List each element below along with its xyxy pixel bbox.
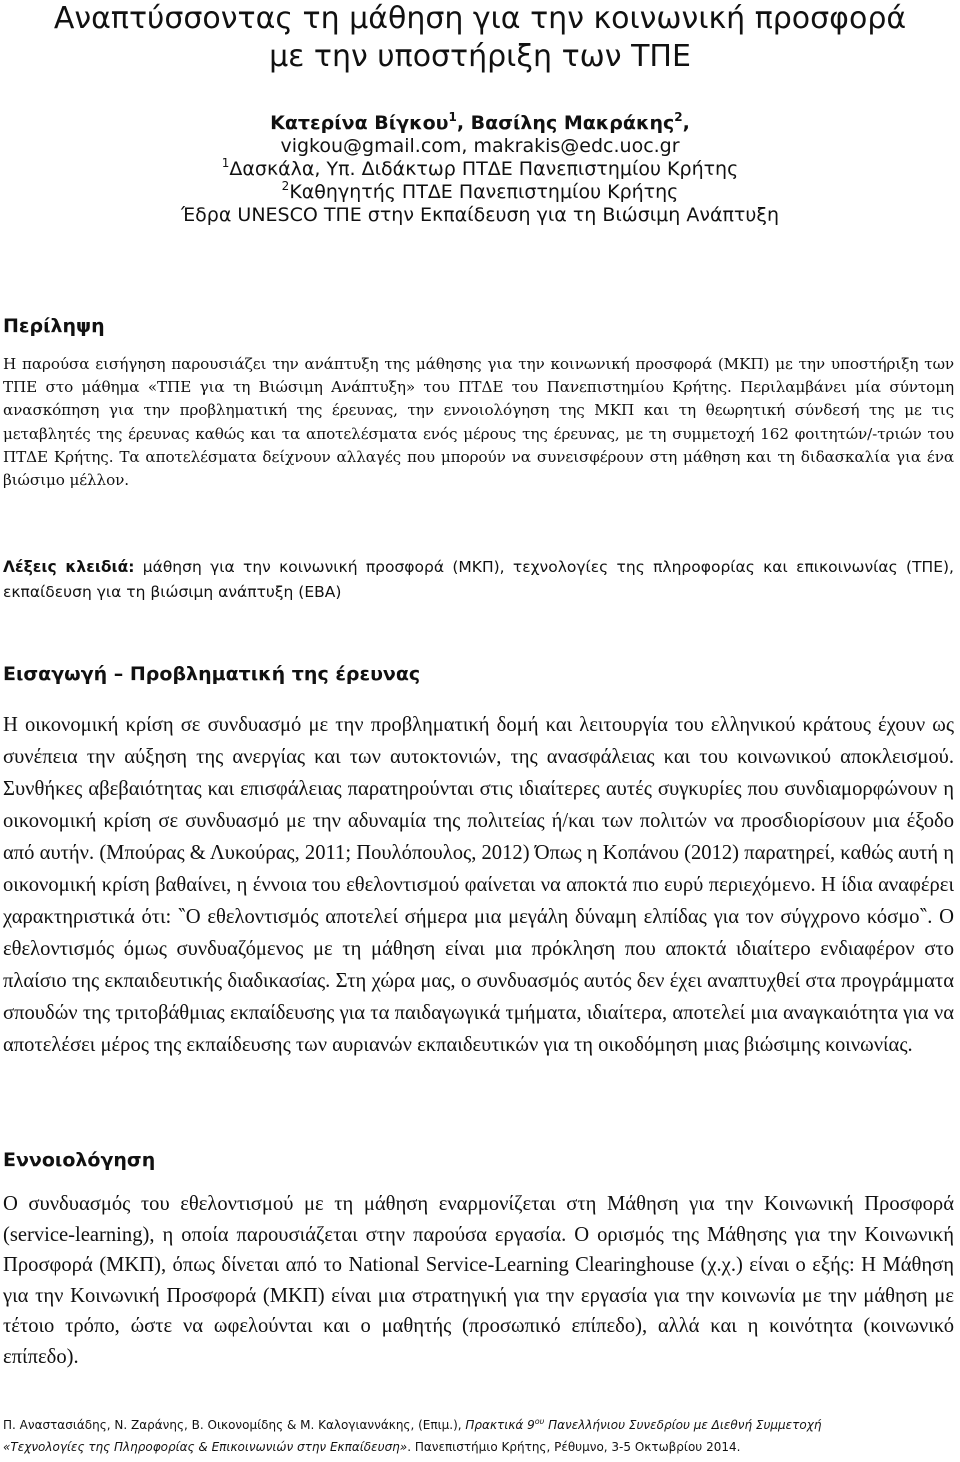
author-2-affiliation-mark: 2 [674, 110, 683, 124]
author-2-suffix: , [682, 112, 690, 134]
author-separator: , [456, 112, 471, 134]
affiliation-1-mark: 1 [221, 156, 230, 170]
keywords-paragraph [3, 555, 954, 605]
page-footer [3, 1414, 954, 1458]
conceptualization-text: Ο συνδυασμός του εθελοντισμού με τη μάθηση εναρμονίζεται στη Μάθηση για την Κοινωνική Προσφορά (service-learning), η οποία παρουσιάζεται στην παρούσα εργασία. Ο ορισμός της Μάθησης για την Κοινωνική Προσφορά (ΜΚΠ), όπως δίνεται από το National Service-Learning Clearinghouse (χ.χ.) είναι ο εξής: Η Μάθηση για την Κοινωνική Προσφορά (ΜΚΠ) είναι μια στρατηγική για την εργασία για την κοινωνία με την μάθηση με τέτοιο τρόπο, ώστε να ωφελούνται και ο μαθητής (προσωπικό επίπεδο), αλλά και η κοινότητα (κοινωνικό επίπεδο). [3, 1193, 954, 1368]
affiliation-3: Έδρα UNESCO ΤΠΕ στην Εκπαίδευση για τη Βιώσιμη Ανάπτυξη [180, 204, 779, 226]
paper-title [0, 0, 960, 76]
paper-title-line-2: με την υποστήριξη των ΤΠΕ [269, 39, 691, 74]
keywords-text: μάθηση για την κοινωνική προσφορά (ΜΚΠ), τεχνολογίες της πληροφορίας και επικοινωνίας (ΤΠΕ), εκπαίδευση για τη βιώσιμη ανάπτυξη (ΕΒΑ) [3, 558, 954, 601]
affiliation-2-text: Καθηγητής ΠΤΔΕ Πανεπιστημίου Κρήτης [289, 181, 679, 203]
affiliation-1 [0, 158, 960, 181]
author-emails: vigkou@gmail.com, makrakis@edc.uoc.gr [280, 135, 680, 157]
footer-line-1 [3, 1414, 954, 1436]
conceptualization-heading: Εννοιολόγηση [3, 1149, 156, 1171]
paper-title-line-1: Αναπτύσσοντας τη μάθηση για την κοινωνική προσφορά [53, 1, 907, 36]
author-2-name: Βασίλης Μακράκης [470, 112, 675, 134]
affiliation-2-mark: 2 [281, 179, 290, 193]
author-1-affiliation-mark: 1 [448, 110, 457, 124]
introduction-heading: Εισαγωγή – Προβληματική της έρευνας [3, 663, 421, 685]
abstract-text: Η παρούσα εισήγηση παρουσιάζει την ανάπτυξη της μάθησης για την κοινωνική προσφορά (ΜΚΠ) με την υποστήριξη των ΤΠΕ στο μάθημα «ΤΠΕ για τη Βιώσιμη Ανάπτυξη» του ΠΤΔΕ του Πανεπιστημίου Κρήτης. Περιλαμβάνει μία σύντομη ανασκόπηση για την προβληματική της έρευνας, την εννοιολόγηση της ΜΚΠ και τη θεωρητική σύνδεσή της με τις μεταβλητές της έρευνας καθώς και τα αποτελέσματα ενός μέρους της έρευνας, με τη συμμετοχή 162 φοιτητών/-τριών του ΠΤΔΕ Κρήτης. Τα αποτελέσματα δείχνουν αλλαγές που μπορούν να συνεισφέρουν στη μάθηση και τη διδασκαλία για ένα βιώσιμο μέλλον. [3, 355, 954, 490]
footer-conference: Πανελλήνιου Συνεδρίου με Διεθνή Συμμετοχή [544, 1418, 822, 1432]
introduction-text: Η οικονομική κρίση σε συνδυασμό με την προβληματική δομή και λειτουργία του ελληνικού κράτους έχουν ως συνέπεια την αύξηση της ανεργίας και των αυτοκτονιών, της ανασφάλειας και του κοινωνικού αποκλεισμού. Συνθήκες αβεβαιότητας και επισφάλειας παρατηρούνται στις ιδιαίτερες αυτές συγκυρίες που συνδιαμορφώνουν η οικονομική κρίση σε συνδυασμό με την αδυναμία της πολιτείας ή/και των πολιτών να προσδιορίσουν μια έξοδο από αυτήν. (Μπούρας & Λυκούρας, 2011; Πουλόπουλος, 2012) Όπως η Κοπάνου (2012) παρατηρεί, καθώς αυτή η οικονομική κρίση βαθαίνει, η έννοια του εθελοντισμού φαίνεται να αποκτά πιο ευρύ περιεχόμενο. Η ίδια αναφέρει χαρακτηριστικά ότι: ‶Ο εθελοντισμός αποτελεί σήμερα μια μεγάλη δύναμη ελπίδας για τον σύγχρονο κόσμο‶. Ο εθελοντισμός όμως συνδυαζόμενος με τη μάθηση είναι μια πρόκληση που αποκτά ιδιαίτερο ενδιαφέρον στο πλαίσιο της εκπαιδευτικής διαδικασίας. Στη χώρα μας, ο συνδυασμός αυτός δεν έχει αναπτυχθεί στα προγράμματα σπουδών της τριτοβάθμιας εκπαίδευσης για τα παιδαγωγικά τμήματα, ιδιαίτερα, αποτελεί μια αναγκαιότητα για να αποτελέσει μέρος της εκπαίδευσης των αυριανών εκπαιδευτικών για τη οικοδόμηση μιας βιώσιμης κοινωνίας. [3, 714, 954, 1056]
footer-conference-title: «Τεχνολογίες της Πληροφορίας & Επικοινωνιών στην Εκπαίδευση» [3, 1440, 408, 1454]
footer-proceedings [465, 1418, 821, 1432]
footer-venue: . Πανεπιστήμιο Κρήτης, Ρέθυμνο, 3-5 Οκτωβρίου 2014. [407, 1440, 741, 1454]
footer-proceedings-prefix: Πρακτικά 9 [465, 1418, 535, 1432]
author-block [0, 112, 960, 227]
author-1-name: Κατερίνα Βίγκου [270, 112, 449, 134]
affiliation-2 [0, 181, 960, 204]
keywords-label: Λέξεις κλειδιά: [3, 558, 135, 576]
abstract-heading: Περίληψη [3, 315, 105, 337]
footer-line-2 [3, 1436, 954, 1458]
footer-ordinal: ου [534, 1417, 545, 1426]
author-names [0, 112, 960, 135]
footer-editors: Π. Αναστασιάδης, Ν. Ζαράνης, Β. Οικονομίδης & Μ. Καλογιαννάκης, (Επιμ.), [3, 1418, 466, 1432]
affiliation-1-text: Δασκάλα, Υπ. Διδάκτωρ ΠΤΔΕ Πανεπιστημίου Κρήτης [229, 158, 739, 180]
